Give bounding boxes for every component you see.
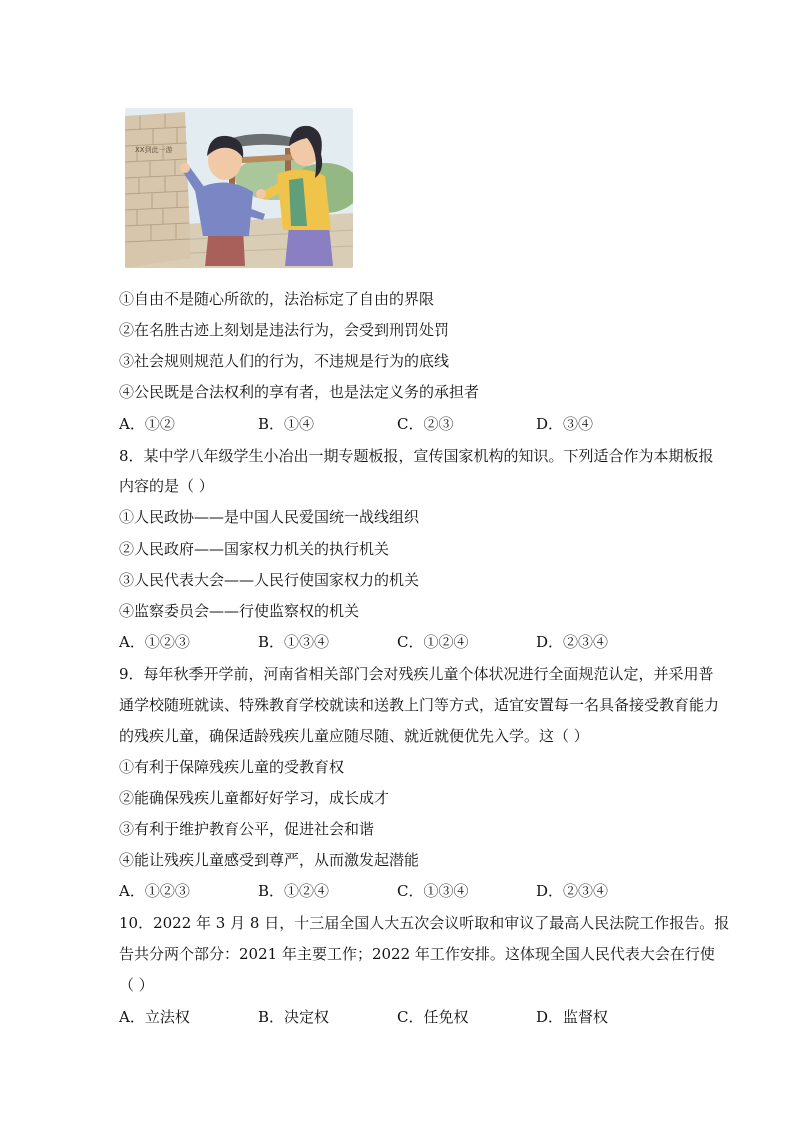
q10-stem-line-2: 告共分两个部分：2021 年主要工作；2022 年工作安排。这体现全国人民代表大会在行使 (119, 945, 715, 963)
q8-statement-3: ③人民代表大会——人民行使国家权力的机关 (119, 571, 420, 589)
q7-options (119, 414, 679, 434)
q7-statement-4: ④公民既是合法权利的享有者，也是法定义务的承担者 (119, 383, 480, 401)
q9-statement-1: ①有利于保障残疾儿童的受教育权 (119, 758, 345, 776)
q10-option-b[interactable]: B．决定权 (258, 1008, 330, 1026)
q7-option-b[interactable]: B．①④ (258, 415, 315, 433)
q9-stem-line-1: 9．每年秋季开学前，河南省相关部门会对残疾儿童个体状况进行全面规范认定，并采用普 (119, 665, 714, 683)
q9-statement-3: ③有利于维护教育公平，促进社会和谐 (119, 820, 375, 838)
q9-statement-2: ②能确保残疾儿童都好好学习，成长成才 (119, 789, 390, 807)
q10-options (119, 1007, 679, 1027)
q7-statement-1: ①自由不是随心所欲的，法治标定了自由的界限 (119, 290, 435, 308)
q9-stem-line-2: 通学校随班就读、特殊教育学校就读和送教上门等方式，适宜安置每一名具备接受教育能力 (119, 696, 720, 714)
q7-statement-2: ②在名胜古迹上刻划是违法行为，会受到刑罚处罚 (119, 321, 450, 339)
q10-stem-line-1: 10．2022 年 3 月 8 日，十三届全国人大五次会议听取和审议了最高人民法院工作报告。报 (119, 914, 730, 932)
q9-statement-4: ④能让残疾儿童感受到尊严，从而激发起潜能 (119, 851, 420, 869)
q10-option-c[interactable]: C．任免权 (397, 1008, 469, 1026)
wall-inscription: XX到此一游 (135, 146, 173, 154)
q9-stem-line-3: 的残疾儿童，确保适龄残疾儿童应随尽随、就近就便优先入学。这（ ） (119, 727, 589, 745)
q8-statement-4: ④监察委员会——行使监察权的机关 (119, 602, 360, 620)
q8-options (119, 632, 679, 652)
illustration-boy-carving-wall (125, 108, 353, 268)
brick-wall (125, 112, 191, 268)
q9-option-a[interactable]: A．①②③ (119, 882, 190, 900)
q8-option-c[interactable]: C．①②④ (397, 633, 469, 651)
q10-option-d[interactable]: D．监督权 (536, 1008, 609, 1026)
q7-option-a[interactable]: A．①② (119, 415, 175, 433)
q7-option-d[interactable]: D．③④ (536, 415, 594, 433)
q8-option-a[interactable]: A．①②③ (119, 633, 190, 651)
q10-stem-line-3: （ ） (119, 976, 154, 994)
q9-option-d[interactable]: D．②③④ (536, 882, 609, 900)
q9-option-c[interactable]: C．①③④ (397, 882, 469, 900)
q7-statement-3: ③社会规则规范人们的行为，不违规是行为的底线 (119, 352, 450, 370)
illustration-svg (125, 108, 353, 268)
q10-option-a[interactable]: A．立法权 (119, 1008, 190, 1026)
q7-option-c[interactable]: C．②③ (397, 415, 454, 433)
q8-statement-2: ②人民政府——国家权力机关的执行机关 (119, 540, 390, 558)
q9-options (119, 881, 679, 901)
q9-option-b[interactable]: B．①②④ (258, 882, 330, 900)
q8-stem-line-1: 8．某中学八年级学生小冶出一期专题板报，宣传国家机构的知识。下列适合作为本期板报 (119, 447, 714, 465)
q8-stem-line-2: 内容的是（ ） (119, 477, 214, 495)
q8-statement-1: ①人民政协——是中国人民爱国统一战线组织 (119, 508, 420, 526)
q8-option-b[interactable]: B．①③④ (258, 633, 330, 651)
q8-option-d[interactable]: D．②③④ (536, 633, 609, 651)
